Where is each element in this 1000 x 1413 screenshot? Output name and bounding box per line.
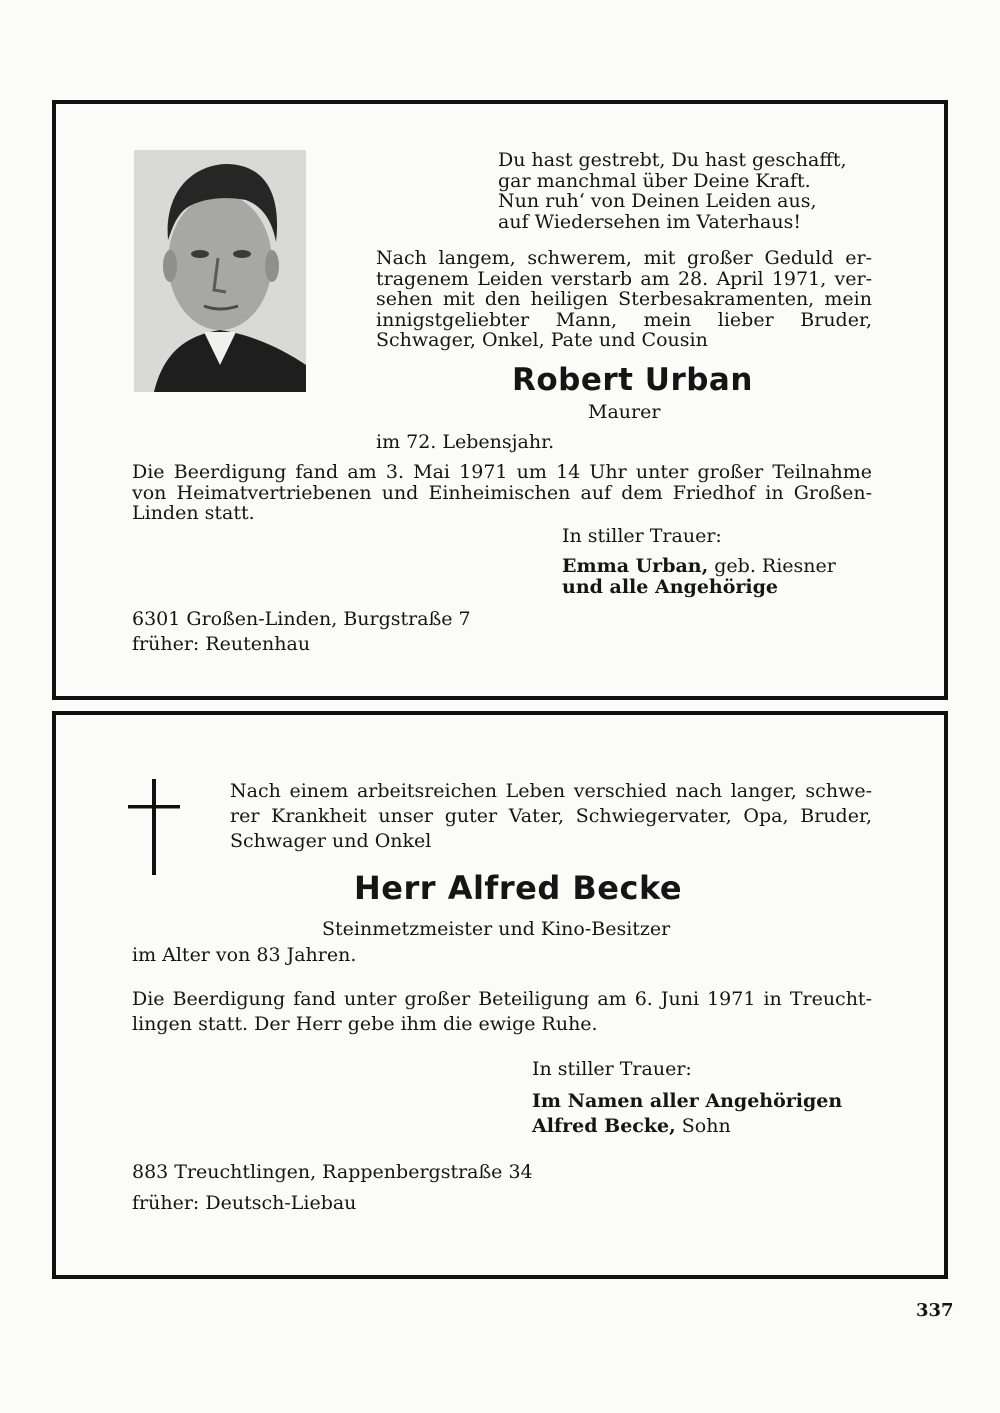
- funeral-line: Die Beerdigung fand am 3. Mai 1971 um 14 Uhr unter großer Teilnahme: [132, 461, 872, 483]
- mourner-line: [532, 1091, 842, 1112]
- mourner-suffix: geb. Riesner: [708, 555, 836, 577]
- memorial-verse: [498, 150, 878, 232]
- mourner: [532, 1116, 731, 1137]
- funeral-line: Linden statt.: [132, 502, 255, 524]
- announcement-line: Schwager, Onkel, Pate und Cousin: [376, 329, 708, 351]
- age: im 72. Lebensjahr.: [376, 431, 555, 453]
- obituary-robert-urban: [52, 100, 948, 700]
- announcement-line: Schwager und Onkel: [230, 830, 432, 852]
- occupation: Maurer: [588, 401, 661, 423]
- former-home: früher: Reutenhau: [132, 633, 311, 655]
- death-announcement: [376, 248, 872, 351]
- verse-line: gar manchmal über Deine Kraft.: [498, 169, 811, 192]
- announcement-line: tragenem Leiden verstarb am 28. April 1971, ver-: [376, 267, 872, 290]
- address: 6301 Großen-Linden, Burgstraße 7: [132, 608, 471, 630]
- cross-icon: [128, 779, 180, 875]
- mourner-name: Emma Urban,: [562, 555, 709, 577]
- mourner-suffix: Sohn: [675, 1115, 731, 1137]
- portrait-photo: [134, 150, 306, 392]
- age: im Alter von 83 Jahren.: [132, 944, 357, 966]
- mourner-line: [562, 577, 778, 598]
- occupation: Steinmetzmeister und Kino-Besitzer: [322, 918, 671, 940]
- mourner-name: Alfred Becke,: [532, 1115, 676, 1137]
- funeral-line: Die Beerdigung fand unter großer Beteiligung am 6. Juni 1971 in Treucht-: [132, 988, 872, 1010]
- mourner: [562, 556, 836, 577]
- address: 883 Treuchtlingen, Rappenbergstraße 34: [132, 1161, 533, 1183]
- funeral-line: von Heimatvertriebenen und Einheimischen auf dem Friedhof in Großen-: [132, 481, 872, 504]
- announcement-line: Nach langem, schwerem, mit großer Geduld er-: [376, 247, 872, 269]
- mourning-label: In stiller Trauer:: [562, 525, 722, 547]
- deceased-name: Herr Alfred Becke: [354, 869, 683, 907]
- funeral-line: lingen statt. Der Herr gebe ihm die ewige Ruhe.: [132, 1013, 598, 1035]
- death-announcement: [230, 779, 872, 854]
- announcement-line: Nach einem arbeitsreichen Leben verschied nach langer, schwe-: [230, 780, 872, 802]
- announcement-line: innigstgeliebter Mann, mein lieber Bruder,: [376, 308, 872, 331]
- deceased-name: Robert Urban: [512, 362, 753, 398]
- funeral-details: [132, 987, 872, 1037]
- announcement-line: rer Krankheit unser guter Vater, Schwiegervater, Opa, Bruder,: [230, 805, 872, 827]
- verse-line: Nun ruh‘ von Deinen Leiden aus,: [498, 190, 817, 212]
- announcement-line: sehen mit den heiligen Sterbesakramenten, mein: [376, 288, 872, 310]
- former-home: früher: Deutsch-Liebau: [132, 1192, 357, 1214]
- mourner-relatives: und alle Angehörige: [562, 576, 778, 598]
- verse-line: auf Wiedersehen im Vaterhaus!: [498, 210, 801, 233]
- funeral-details: [132, 462, 872, 524]
- mourner-relatives: Im Namen aller Angehörigen: [532, 1090, 843, 1112]
- page-number: 337: [916, 1300, 954, 1321]
- obituary-alfred-becke: [52, 711, 948, 1279]
- verse-line: Du hast gestrebt, Du hast geschafft,: [498, 149, 847, 171]
- mourning-label: In stiller Trauer:: [532, 1058, 692, 1080]
